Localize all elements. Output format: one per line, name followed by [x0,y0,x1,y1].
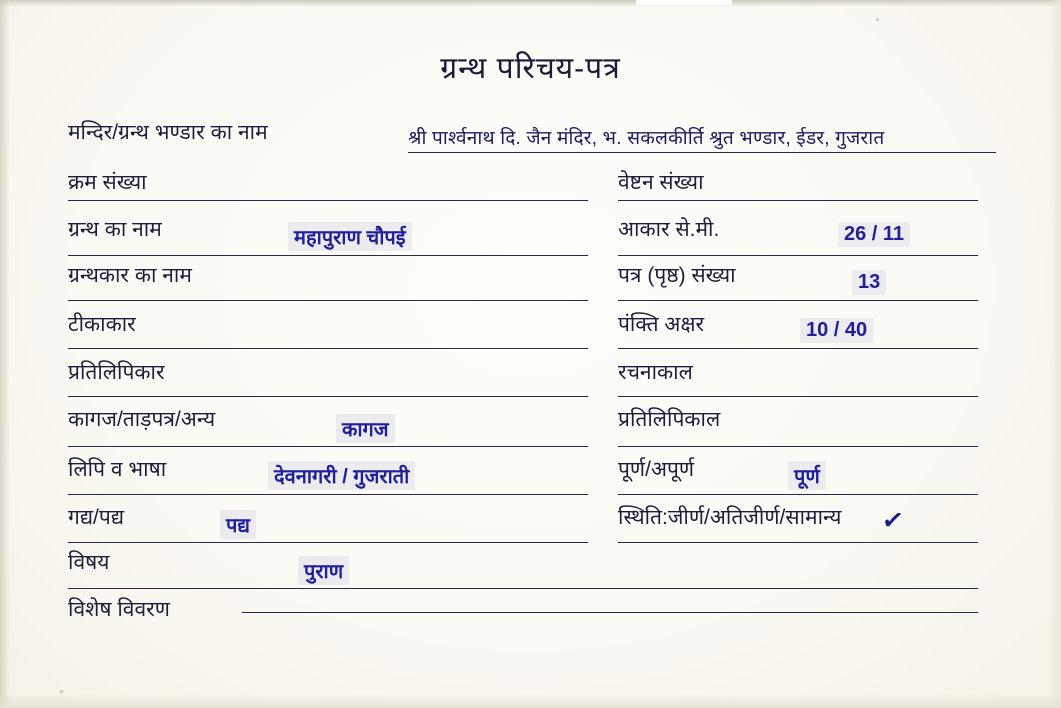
left-value-4 [320,363,324,365]
left-value-6: देवनागरी / गुजराती [268,461,415,490]
right-label-5: प्रतिलिपिकाल [618,408,721,431]
right-rule-0 [618,200,978,201]
scan-edge-top [0,0,1061,7]
left-value-2 [320,266,324,268]
left-label-5: कागज/ताड़पत्र/अन्य [68,408,216,431]
left-value-0 [300,172,304,174]
right-rule-3 [618,348,978,349]
right-rule-7 [618,542,978,543]
left-value-3 [300,315,304,317]
paper-speck [60,690,63,693]
left-rule-7 [68,542,588,543]
scan-edge-bottom [0,694,1061,708]
left-label-3: टीकाकार [68,313,136,336]
left-rule-6 [68,494,588,495]
left-label-4: प्रतिलिपिकार [68,361,165,384]
left-label-7: गद्य/पद्य [68,506,125,529]
left-rule-4 [68,396,588,397]
right-value-1: 26 / 11 [838,222,910,247]
left-rule-1 [68,255,588,256]
left-rule-8 [68,588,978,589]
right-label-3: पंक्ति अक्षर [618,313,705,336]
left-value-8: पुराण [298,556,349,585]
right-value-3: 10 / 40 [800,318,873,343]
left-rule-5 [68,446,588,447]
paper-speck [876,18,879,21]
left-rule-2 [68,300,588,301]
left-rule-0 [68,200,588,201]
right-label-2: पत्र (पृष्ठ) संख्या [618,264,736,287]
left-label-1: ग्रन्थ का नाम [68,218,162,241]
right-label-7: स्थिति:जीर्ण/अतिजीर्ण/सामान्य [618,506,842,529]
right-value-0 [850,172,854,174]
right-value-5 [850,410,854,412]
right-rule-5 [618,446,978,447]
left-label-9: विशेष विवरण [68,598,170,621]
scan-edge-right [1049,0,1061,708]
right-rule-1 [618,255,978,256]
right-value-4 [840,363,844,365]
form-title: ग्रन्थ परिचय-पत्र [440,52,621,85]
right-rule-6 [618,494,978,495]
left-label-0: क्रम संख्या [68,171,147,194]
left-rule-3 [68,348,588,349]
left-label-6: लिपि व भाषा [68,458,167,481]
temple-name-rule [408,152,996,153]
right-value-6: पूर्ण [788,461,826,490]
right-label-0: वेष्टन संख्या [618,171,704,194]
right-label-1: आकार से.मी. [618,218,720,241]
left-value-9 [400,598,404,600]
right-label-6: पूर्ण/अपूर्ण [618,458,695,481]
temple-name-value: श्री पार्श्वनाथ दि. जैन मंदिर, भ. सकलकीर्ति श्रुत भण्डार, ईडर, गुजरात [408,128,885,149]
left-label-8: विषय [68,551,110,574]
left-rule-9 [242,612,978,613]
left-label-2: ग्रन्थकार का नाम [68,264,192,287]
right-value-2: 13 [852,270,886,295]
scan-edge-left [0,0,10,708]
right-label-4: रचनाकाल [618,361,693,384]
left-value-1: महापुराण चौपई [288,222,412,251]
scan-notch [636,0,732,5]
left-value-5: कागज [336,414,395,443]
left-value-7: पद्य [220,510,256,539]
temple-name-label: मन्दिर/ग्रन्थ भण्डार का नाम [68,121,268,144]
right-rule-2 [618,300,978,301]
right-rule-4 [618,396,978,397]
condition-tick-icon: ✓ [880,503,906,537]
